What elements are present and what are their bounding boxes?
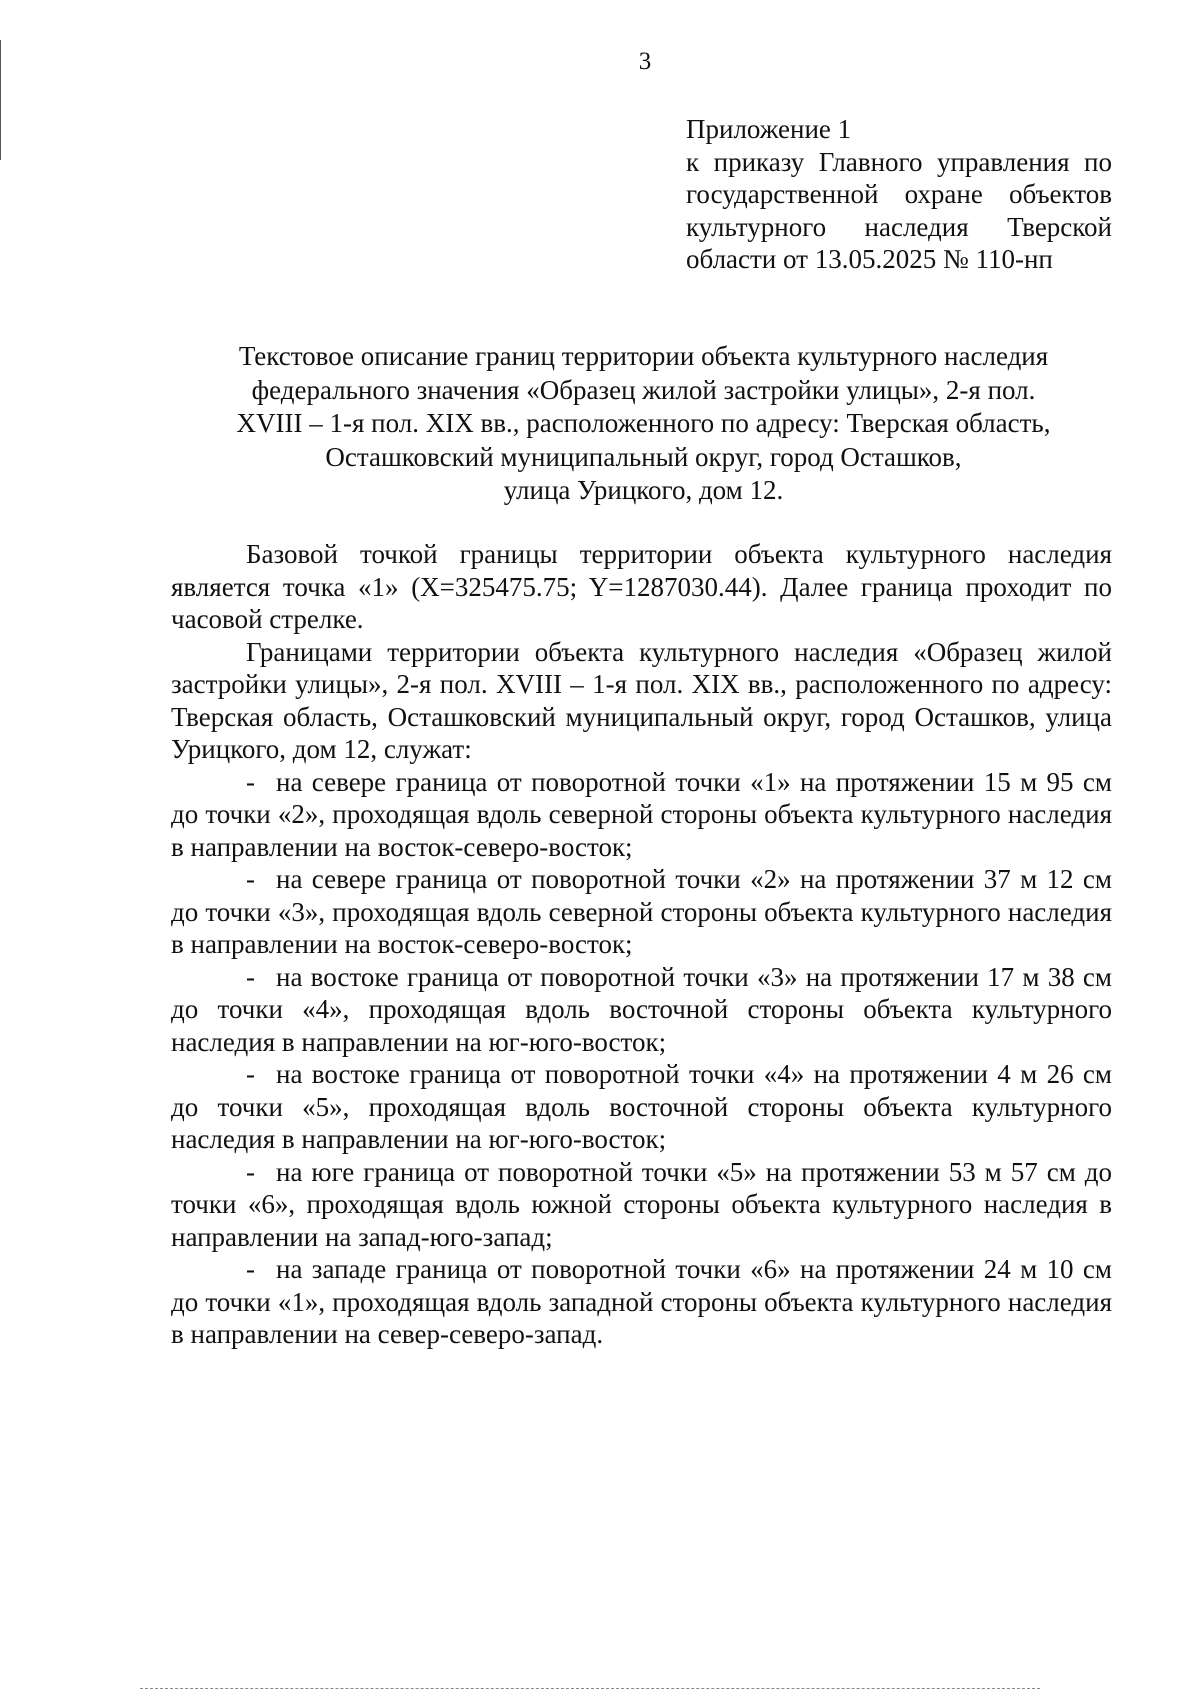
scan-bottom-artifact [140,1688,1040,1690]
list-item [171,1058,1112,1156]
dash-marker: - [246,961,255,992]
document-title [196,340,1091,508]
title-line-3: XVIII – 1-я пол. XIX вв., расположенного по адресу: Тверская область, [236,408,1051,438]
document-body [171,538,1112,1351]
page-number: 3 [638,48,652,75]
list-item [171,961,1112,1059]
title-line-1: Текстовое описание границ территории объекта культурного наследия [238,341,1049,371]
list-item-text: на севере граница от поворотной точки «1» на протяжении 15 м 95 см до точки «2», проходящая вдоль северной стороны объекта культурного наследия в направлении на восток-северо-восток; [171,766,1112,862]
appendix-heading: Приложение 1 [686,114,852,144]
list-item-text: на западе граница от поворотной точки «6» на протяжении 24 м 10 см до точки «1», проходящая вдоль западной стороны объекта культурного наследия в направлении на север-северо-запад. [171,1254,1112,1349]
title-line-5: улица Урицкого, дом 12. [503,475,784,505]
title-line-2: федерального значения «Образец жилой застройки улицы», 2-я пол. [251,374,1036,405]
title-line-4: Осташковский муниципальный округ, город Осташков, [325,441,962,472]
dash-marker: - [246,864,255,894]
list-item-text: на юге граница от поворотной точки «5» на протяжении 53 м 57 см до точки «6», проходящая вдоль южной стороны объекта культурного наследия в направлении на запад-юго-запад; [171,1156,1112,1252]
list-item [171,766,1112,864]
boundaries-intro-paragraph: Границами территории объекта культурного наследия «Образец жилой застройки улицы», 2-я пол. XVIII – 1-я пол. XIX вв., расположенного по адресу: Тверская область, Осташковский муниципальный округ, город Осташков, улица Урицкого, дом 12, служат: [171,636,1112,764]
appendix-order-reference: к приказу Главного управления по государственной охране объектов культурного наследия Тверской области от 13.05.2025 № 110-нп [686,146,1112,274]
dash-marker: - [246,1254,255,1284]
list-item-text: на востоке граница от поворотной точки «3» на протяжении 17 м 38 см до точки «4», проходящая вдоль восточной стороны объекта культурного наследия в направлении на юг-юго-восток; [171,961,1112,1057]
base-point-paragraph: Базовой точкой границы территории объекта культурного наследия является точка «1» (X=325475.75; Y=1287030.44). Далее граница проходит по часовой стрелке. [171,539,1112,634]
appendix-header [686,113,1112,276]
list-item [171,1156,1112,1254]
dash-marker: - [246,1059,255,1089]
list-item [171,863,1112,961]
list-item-text: на востоке граница от поворотной точки «4» на протяжении 4 м 26 см до точки «5», проходящая вдоль восточной стороны объекта культурного наследия в направлении на юг-юго-восток; [171,1059,1112,1154]
list-item-text: на севере граница от поворотной точки «2» на протяжении 37 м 12 см до точки «3», проходящая вдоль северной стороны объекта культурного наследия в направлении на восток-северо-восток; [171,864,1112,959]
dash-marker: - [246,766,255,797]
dash-marker: - [246,1156,255,1187]
list-item [171,1253,1112,1351]
